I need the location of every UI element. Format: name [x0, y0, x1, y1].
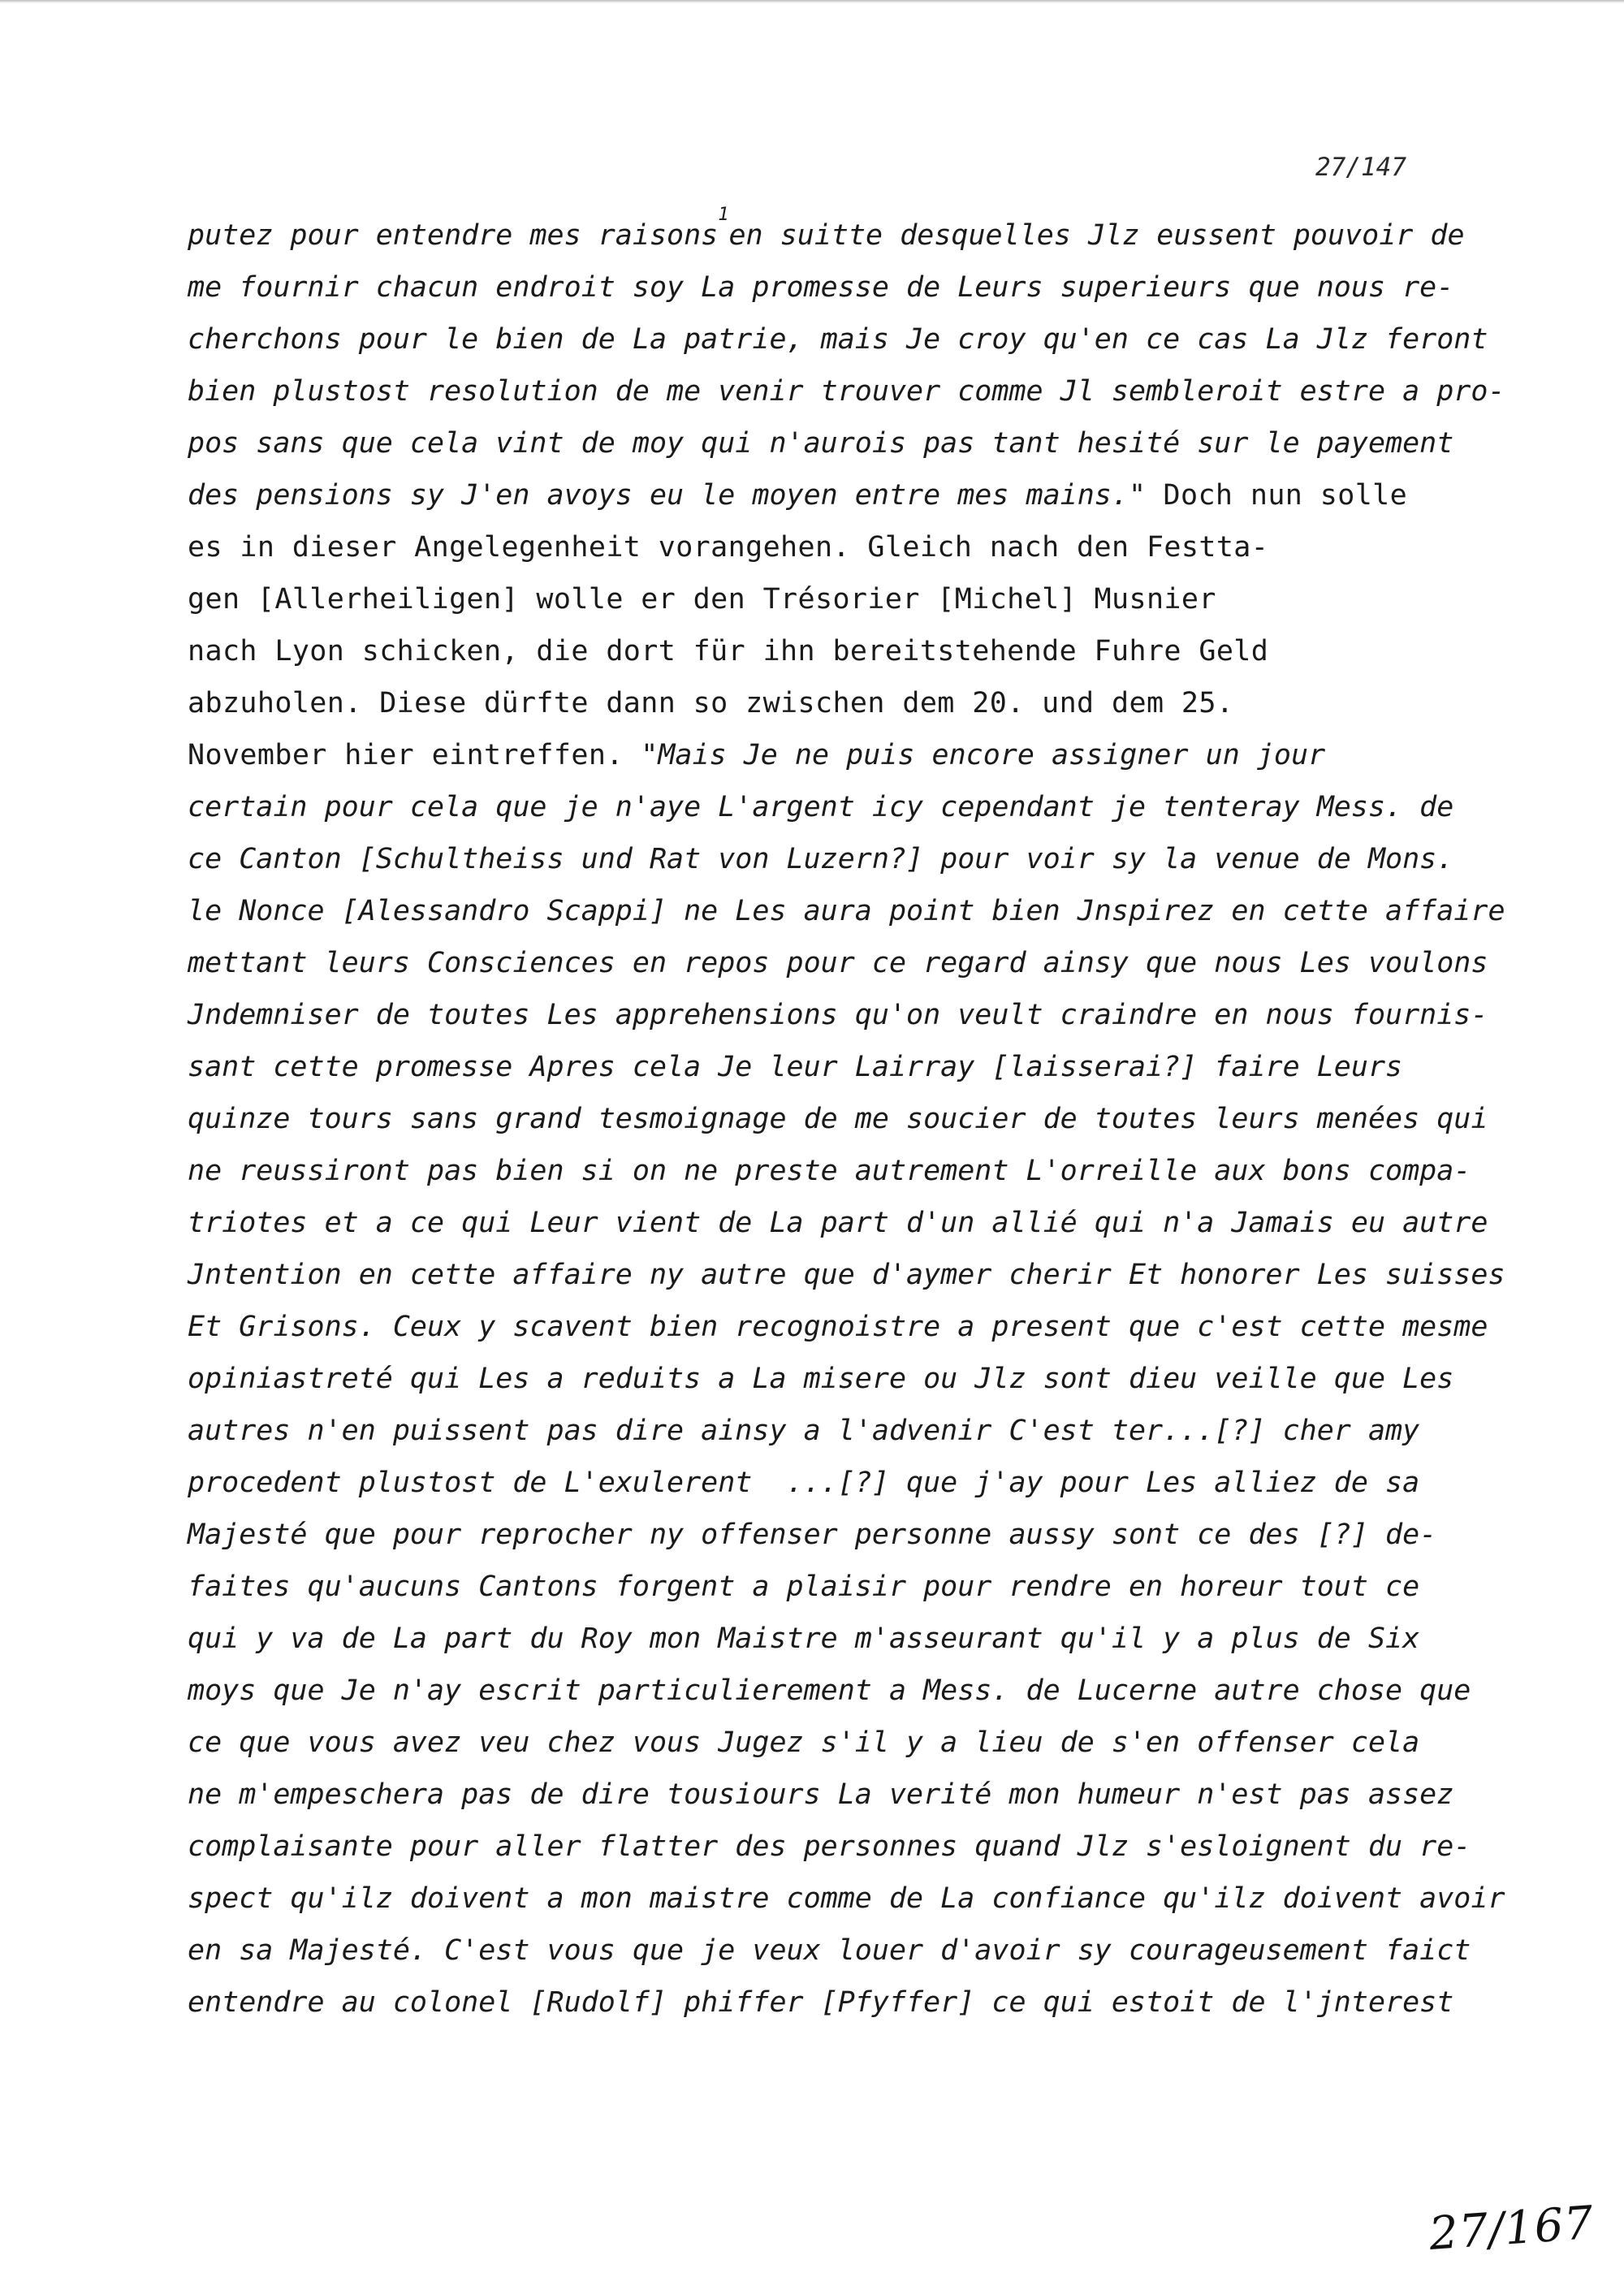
- text-line: [188, 1197, 1505, 1249]
- german-summary-text: Doch nun solle: [1146, 479, 1408, 512]
- quoted-french-text: procedent plustost de L'exulerent ...[?] que j'ay pour Les alliez de sa: [188, 1467, 1420, 1499]
- text-line: [188, 625, 1505, 677]
- quoted-french-text: Jndemniser de toutes Les apprehensions qu'on veult craindre en nous fournis-: [188, 999, 1488, 1031]
- quoted-french-text: moys que Je n'ay escrit particulierement a Mess. de Lucerne autre chose que: [188, 1674, 1471, 1707]
- scan-top-edge: [0, 0, 1624, 3]
- quoted-french-text: bien plustost resolution de me venir trouver comme Jl sembleroit estre a pro-: [188, 375, 1505, 408]
- quoted-french-text: "Mais Je ne puis encore assigner un jour: [641, 739, 1326, 771]
- quoted-french-text: ne m'empeschera pas de dire tousiours La verité mon humeur n'est pas assez: [188, 1778, 1454, 1811]
- quoted-french-text: pos sans que cela vint de moy qui n'aurois pas tant hesité sur le payement: [188, 427, 1454, 460]
- text-line: [188, 1301, 1505, 1353]
- quoted-french-text: opiniastreté qui Les a reduits a La misere ou Jlz sont dieu veille que Les: [188, 1363, 1454, 1395]
- text-line: [188, 1249, 1505, 1301]
- text-line: [188, 1717, 1505, 1769]
- quoted-french-text: en suitte desquelles Jlz eussent pouvoir de: [728, 219, 1465, 252]
- german-summary-text: es in dieser Angelegenheit vorangehen. Gleich nach den Festta-: [188, 531, 1269, 564]
- quoted-french-text: ne reussiront pas bien si on ne preste autrement L'orreille aux bons compa-: [188, 1155, 1471, 1187]
- quoted-french-text: ce que vous avez veu chez vous Jugez s'il y a lieu de s'en offenser cela: [188, 1726, 1420, 1759]
- text-line: [188, 521, 1505, 573]
- quoted-french-text: qui y va de La part du Roy mon Maistre m'asseurant qu'il y a plus de Six: [188, 1622, 1420, 1655]
- text-line: [188, 261, 1505, 313]
- text-line: [188, 729, 1505, 781]
- text-line: [188, 885, 1505, 937]
- handwritten-page-stamp: 27/167: [1427, 2196, 1596, 2262]
- quoted-french-text: ce Canton [Schultheiss und Rat von Luzern?] pour voir sy la venue de Mons.: [188, 843, 1454, 875]
- text-line: [188, 205, 1505, 261]
- german-summary-text: gen [Allerheiligen] wolle er den Trésorier [Michel] Musnier: [188, 583, 1216, 616]
- text-line: [188, 1457, 1505, 1509]
- text-line: [188, 677, 1505, 729]
- quoted-french-text: mettant leurs Consciences en repos pour ce regard ainsy que nous Les voulons: [188, 947, 1488, 979]
- quoted-french-text: autres n'en puissent pas dire ainsy a l'advenir C'est ter...[?] cher amy: [188, 1415, 1420, 1447]
- quoted-french-text: des pensions sy J'en avoys eu le moyen entre mes mains.": [188, 479, 1147, 512]
- text-line: [188, 365, 1505, 417]
- quoted-french-text: Et Grisons. Ceux y scavent bien recognoistre a present que c'est cette mesme: [188, 1311, 1488, 1343]
- text-line: [188, 1353, 1505, 1405]
- text-line: [188, 1041, 1505, 1093]
- quoted-french-text: certain pour cela que je n'aye L'argent icy cependant je tenteray Mess. de: [188, 791, 1454, 823]
- quoted-french-text: putez pour entendre mes raisons: [188, 219, 719, 252]
- text-line: [188, 313, 1505, 365]
- text-line: [188, 417, 1505, 469]
- text-line: [188, 1925, 1505, 1977]
- text-line: [188, 1509, 1505, 1561]
- page-number: 27/147: [1315, 153, 1406, 182]
- quoted-french-text: me fournir chacun endroit soy La promesse de Leurs superieurs que nous re-: [188, 271, 1454, 304]
- quoted-french-text: Jntention en cette affaire ny autre que d'aymer cherir Et honorer Les suisses: [188, 1259, 1505, 1291]
- text-line: [188, 1769, 1505, 1821]
- quoted-french-text: complaisante pour aller flatter des personnes quand Jlz s'esloignent du re-: [188, 1830, 1471, 1863]
- quoted-french-text: en sa Majesté. C'est vous que je veux louer d'avoir sy courageusement faict: [188, 1934, 1471, 1967]
- quoted-french-text: sant cette promesse Apres cela Je leur Lairray [laisserai?] faire Leurs: [188, 1051, 1403, 1083]
- quoted-french-text: quinze tours sans grand tesmoignage de me soucier de toutes leurs menées qui: [188, 1103, 1488, 1135]
- quoted-french-text: faites qu'aucuns Cantons forgent a plaisir pour rendre en horeur tout ce: [188, 1571, 1420, 1603]
- quoted-french-text: spect qu'ilz doivent a mon maistre comme de La confiance qu'ilz doivent avoir: [188, 1882, 1505, 1915]
- text-line: [188, 573, 1505, 625]
- text-line: [188, 1873, 1505, 1925]
- text-line: [188, 1093, 1505, 1145]
- german-summary-text: nach Lyon schicken, die dort für ihn bereitstehende Fuhre Geld: [188, 635, 1269, 668]
- quoted-french-text: Majesté que pour reprocher ny offenser personne aussy sont ce des [?] de-: [188, 1519, 1437, 1551]
- quoted-french-text: le Nonce [Alessandro Scappi] ne Les aura point bien Jnspirez en cette affaire: [188, 895, 1505, 927]
- text-line: [188, 781, 1505, 833]
- text-line: [188, 1665, 1505, 1717]
- text-line: [188, 1405, 1505, 1457]
- quoted-french-text: cherchons pour le bien de La patrie, mais Je croy qu'en ce cas La Jlz feront: [188, 323, 1488, 356]
- text-line: [188, 1561, 1505, 1613]
- quoted-french-text: triotes et a ce qui Leur vient de La part d'un allié qui n'a Jamais eu autre: [188, 1207, 1488, 1239]
- text-line: [188, 469, 1505, 521]
- body-text: [188, 205, 1505, 2029]
- text-line: [188, 937, 1505, 989]
- text-line: [188, 1977, 1505, 2029]
- german-summary-text: November hier eintreffen.: [188, 739, 641, 771]
- quoted-french-text: entendre au colonel [Rudolf] phiffer [Pfyffer] ce qui estoit de l'jnterest: [188, 1986, 1454, 2019]
- footnote-marker: 1: [718, 205, 729, 225]
- text-line: [188, 1821, 1505, 1873]
- text-line: [188, 1613, 1505, 1665]
- text-line: [188, 1145, 1505, 1197]
- text-line: [188, 989, 1505, 1041]
- text-line: [188, 833, 1505, 885]
- german-summary-text: abzuholen. Diese dürfte dann so zwischen dem 20. und dem 25.: [188, 687, 1234, 719]
